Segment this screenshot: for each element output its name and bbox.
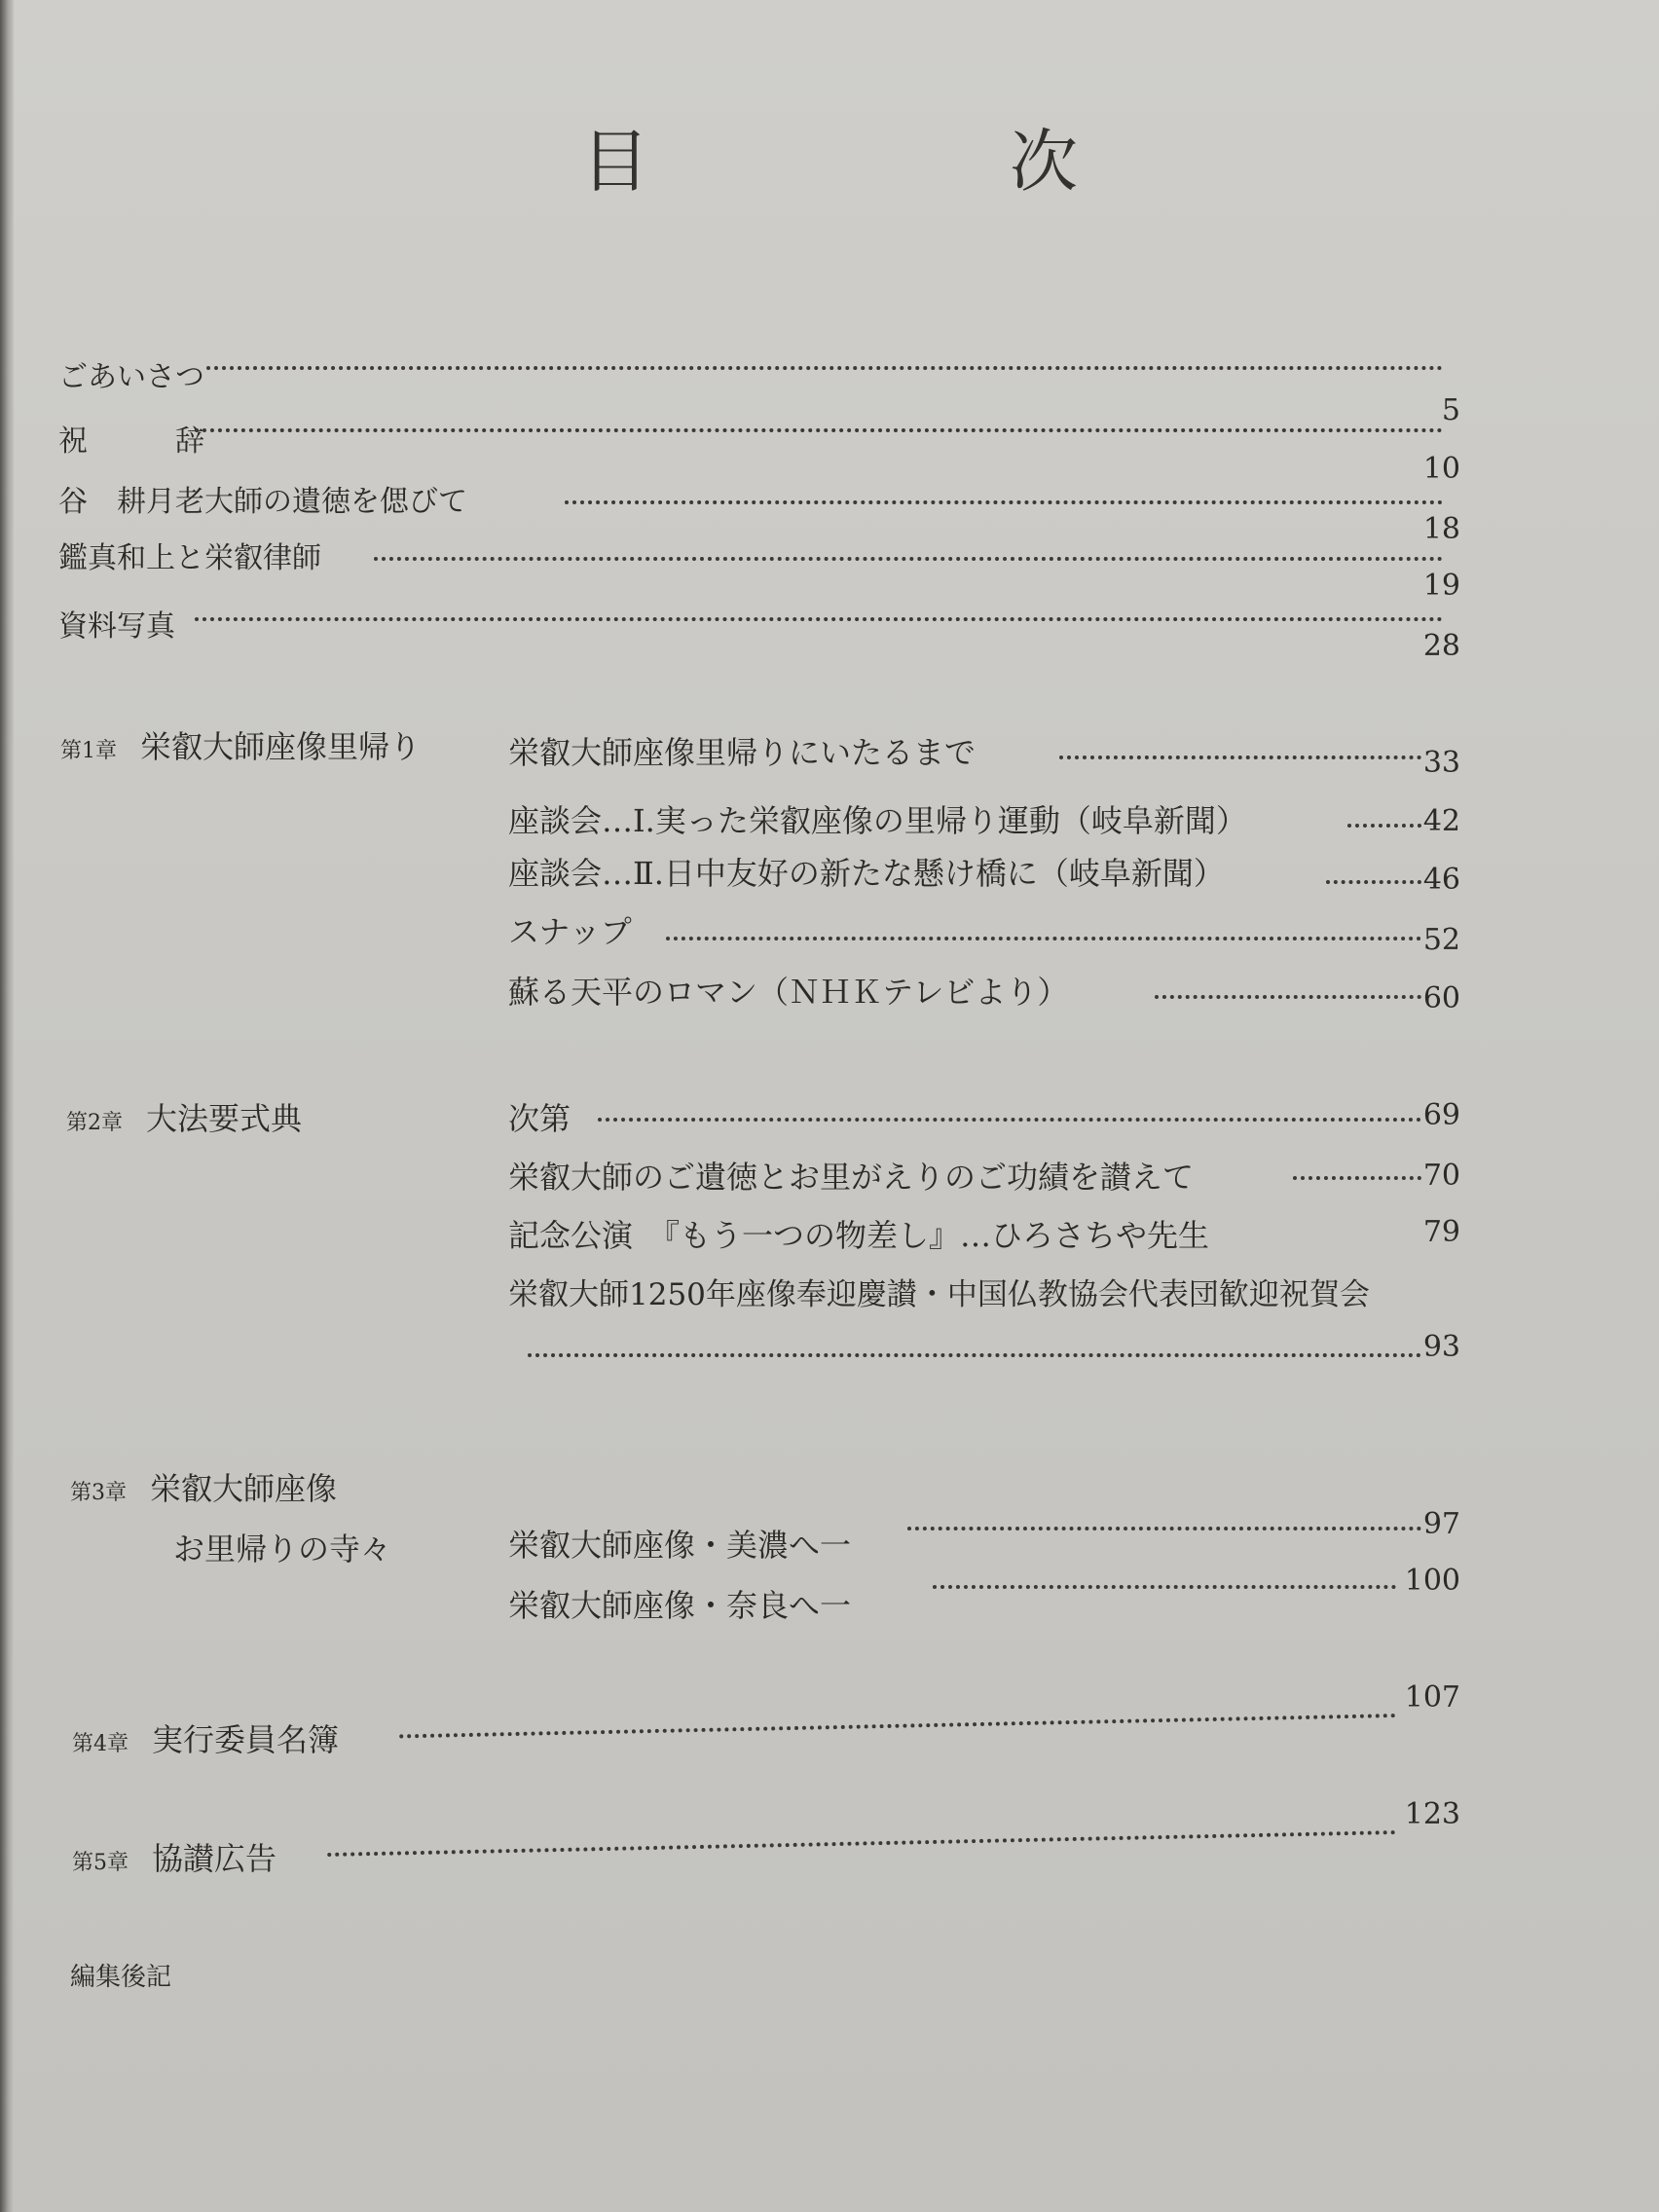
toc-leader: [1326, 880, 1421, 884]
toc-label-memorial: 谷 耕月老大師の遺徳を偲びて: [58, 485, 467, 519]
chapter-title: 栄叡大師座像: [150, 1470, 338, 1507]
toc-page-number: 123: [1404, 1797, 1460, 1831]
toc-leader: [666, 937, 1421, 940]
toc-page-number: 33: [1422, 746, 1460, 780]
toc-entry-label: 座談会…Ⅱ.日中友好の新たな懸け橋に（岐阜新聞）: [508, 855, 1225, 892]
toc-page-number: 79: [1422, 1215, 1460, 1249]
toc-leader: [528, 1353, 1421, 1357]
chapter-number: 第3章: [70, 1481, 127, 1505]
toc-entry-label: 栄叡大師座像里帰りにいたるまで: [508, 734, 977, 771]
toc-entry-label: スナップ: [508, 913, 632, 950]
toc-entry-label: 栄叡大師1250年座像奉迎慶讃・中国仏教協会代表団歓迎祝賀会: [508, 1277, 1370, 1312]
toc-entry-label: 次第: [508, 1100, 571, 1137]
toc-label-greeting: ごあいさつ: [58, 360, 204, 394]
toc-page-number: 60: [1422, 981, 1460, 1015]
toc-label-ganjin: 鑑真和上と栄叡律師: [58, 541, 321, 575]
toc-page-number: 69: [1422, 1098, 1460, 1132]
toc-leader: [1347, 824, 1421, 828]
toc-leader: [598, 1118, 1421, 1122]
toc-leader: [933, 1585, 1396, 1589]
chapter-title: 栄叡大師座像里帰り: [140, 728, 422, 765]
toc-page-number: 46: [1422, 863, 1460, 897]
toc-leader: [399, 1714, 1396, 1738]
chapter-title: 実行委員名簿: [152, 1721, 340, 1758]
chapter-number: 第2章: [66, 1111, 123, 1135]
toc-entry-label: 記念公演 『もう一つの物差し』…ひろさちや先生: [508, 1217, 1210, 1254]
toc-entry-label: 栄叡大師座像・奈良へ一: [508, 1587, 852, 1624]
toc-page-number: 100: [1404, 1564, 1460, 1598]
toc-entry-label: 栄叡大師のご遺徳とお里がえりのご功績を讃えて: [508, 1159, 1195, 1196]
chapter-heading: [60, 722, 421, 767]
toc-leader: [1059, 756, 1421, 759]
toc-entry-label: 蘇る天平のロマン（ＮＨＫテレビより）: [508, 974, 1069, 1011]
toc-entry-label: 座談会…Ⅰ.実った栄叡座像の里帰り運動（岐阜新聞）: [508, 802, 1247, 839]
toc-page-number: 93: [1422, 1330, 1460, 1364]
toc-leader: [565, 500, 1443, 504]
toc-page-number: 28: [1422, 629, 1460, 663]
chapter-number: 第1章: [60, 739, 117, 763]
toc-leader: [195, 428, 1443, 432]
chapter-number: 第5章: [72, 1851, 129, 1875]
chapter-number: 第4章: [72, 1732, 129, 1756]
chapter-heading: [72, 1715, 339, 1760]
chapter-title-line2: お里帰りの寺々: [173, 1530, 392, 1567]
chapter-title: 大法要式典: [146, 1100, 303, 1137]
toc-leader: [327, 1830, 1396, 1857]
afterword-label: 編集後記: [70, 1963, 172, 1992]
toc-page-number: 5: [1441, 393, 1460, 427]
toc-leader: [374, 557, 1443, 561]
toc-leader: [206, 366, 1443, 370]
chapter-heading: [72, 1834, 276, 1879]
toc-page-number: 107: [1404, 1680, 1460, 1714]
chapter-title: 協讃広告: [152, 1840, 277, 1877]
toc-leader: [1293, 1176, 1421, 1180]
toc-page-number: 19: [1422, 569, 1460, 603]
toc-page-number: 42: [1422, 804, 1460, 838]
toc-leader: [195, 617, 1443, 621]
chapter-heading: [66, 1094, 302, 1139]
toc-page-number: 97: [1422, 1507, 1460, 1541]
toc-page-number: 52: [1422, 923, 1460, 957]
toc-entry-label: 栄叡大師座像・美濃へ一: [508, 1527, 852, 1564]
toc-label-congrats: 祝 辞: [58, 424, 234, 459]
toc-label-photos: 資料写真: [58, 609, 175, 644]
page-title: 目 次: [581, 122, 1224, 202]
toc-page-number: 18: [1422, 512, 1460, 546]
page-edge-shadow: [0, 0, 14, 2212]
toc-leader: [907, 1527, 1421, 1530]
chapter-heading: [70, 1464, 337, 1509]
toc-leader: [1155, 995, 1421, 999]
toc-page-number: 70: [1422, 1159, 1460, 1193]
toc-page-number: 10: [1422, 452, 1460, 486]
